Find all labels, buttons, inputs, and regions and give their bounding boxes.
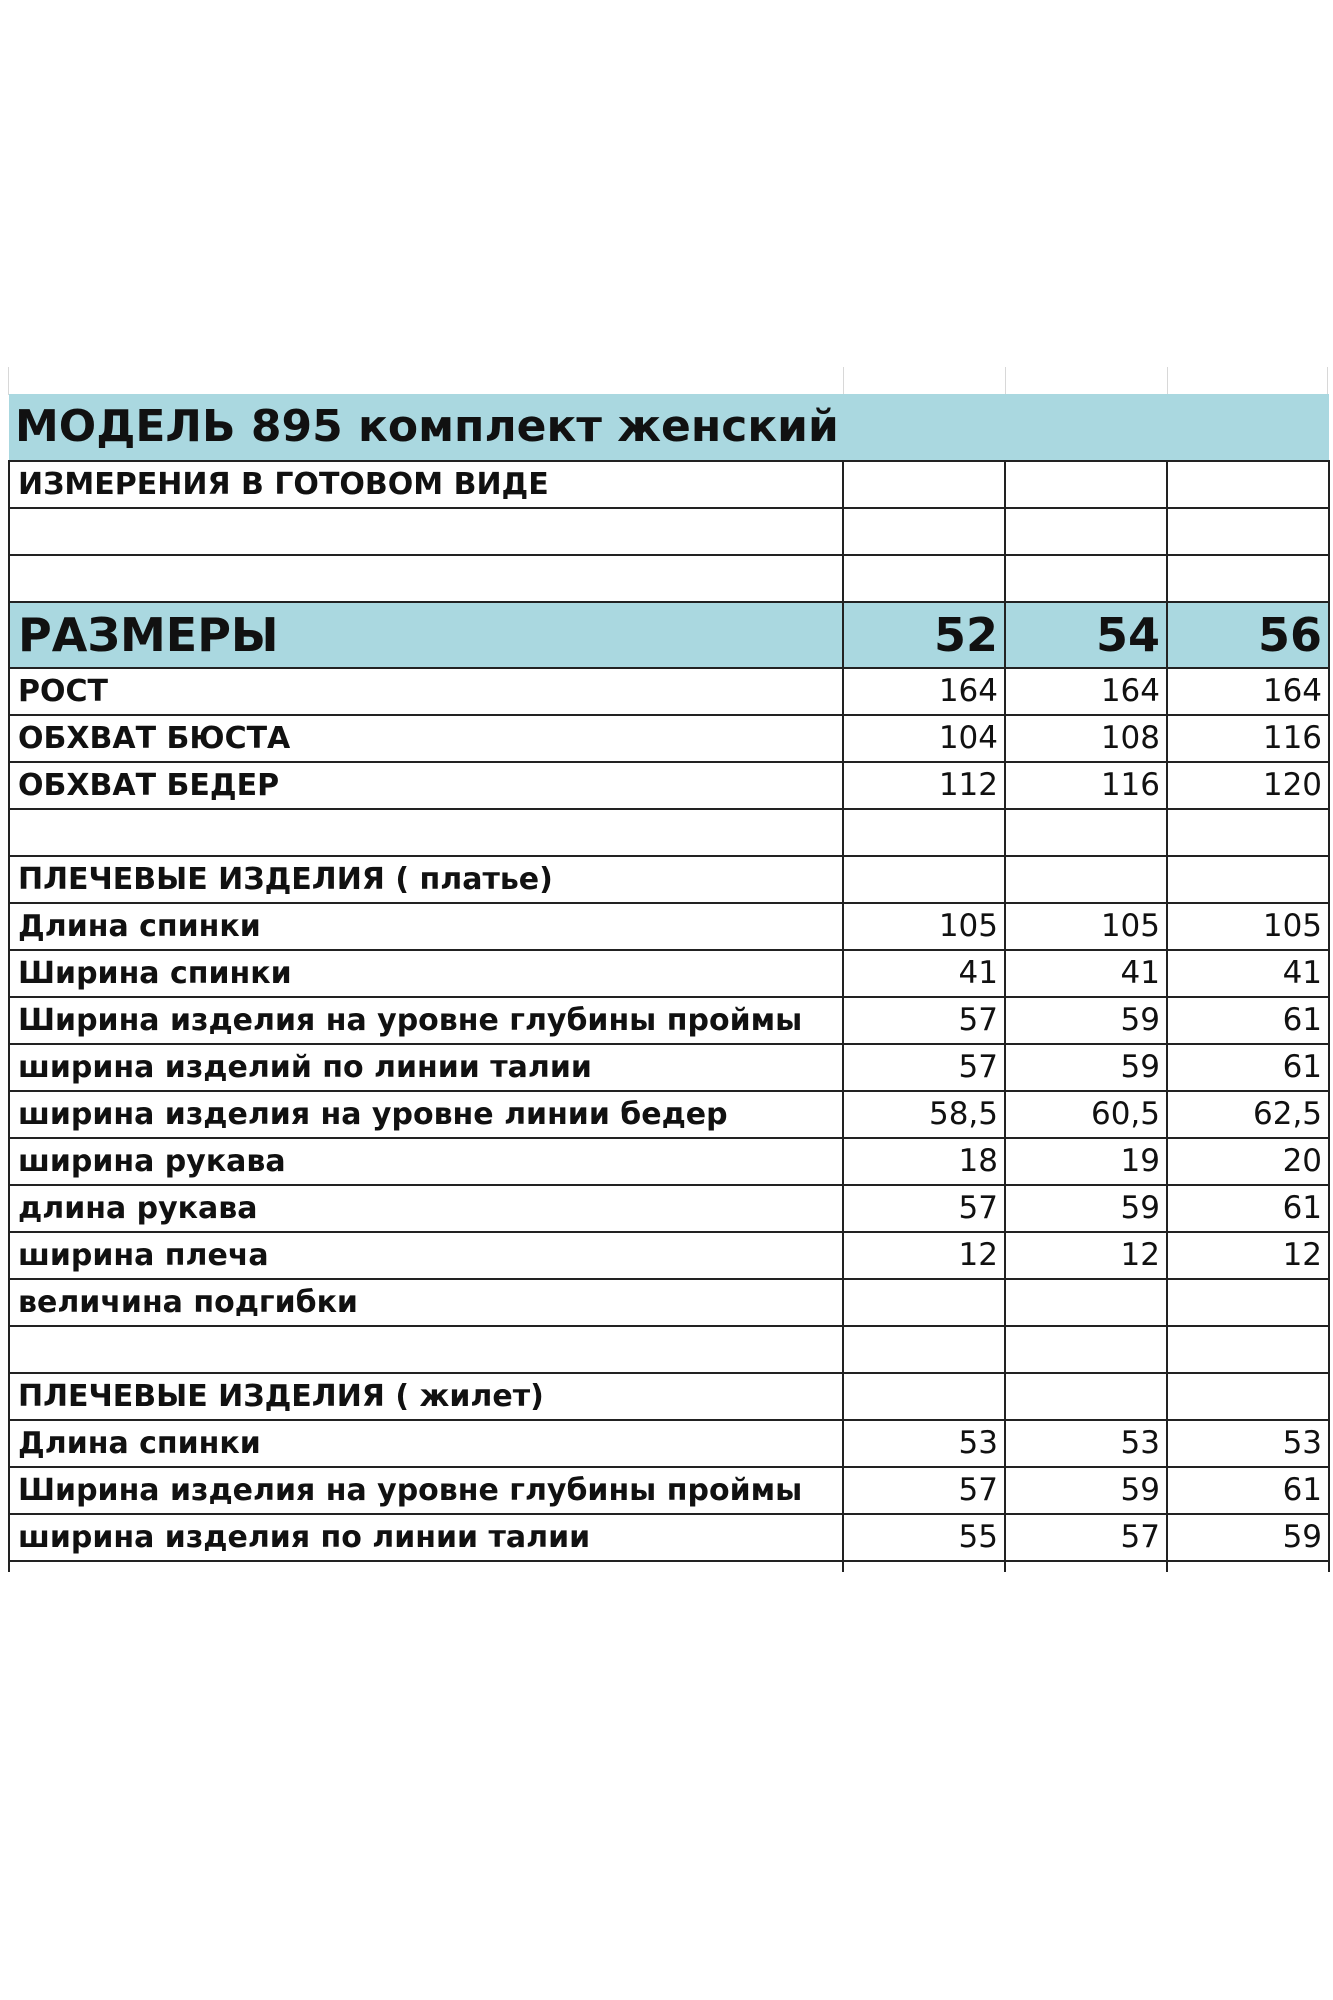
row-value: 41 (843, 950, 1005, 997)
empty-cell (1005, 1326, 1167, 1373)
row-value: 116 (1005, 762, 1167, 809)
row-value (1167, 1279, 1329, 1326)
page-title: МОДЕЛЬ 895 комплект женский (9, 394, 1329, 461)
size-chart-sheet (0, 367, 1333, 1632)
empty-cell (9, 1326, 843, 1373)
title-row (9, 394, 1329, 461)
empty-cell (1167, 856, 1329, 903)
row-label: длина рукава (9, 1185, 843, 1232)
empty-cell (1167, 809, 1329, 856)
row-label: ширина изделий по линии талии (9, 1044, 843, 1091)
empty-row (9, 809, 1329, 856)
row-value: 41 (1005, 950, 1167, 997)
row-value (843, 1279, 1005, 1326)
table-row (9, 1044, 1329, 1091)
row-value: 57 (843, 1467, 1005, 1514)
empty-cell (1005, 555, 1167, 602)
row-value: 108 (1005, 715, 1167, 762)
row-value: 62,5 (1167, 1091, 1329, 1138)
row-label: ОБХВАТ БЕДЕР (9, 762, 843, 809)
table-row (9, 1185, 1329, 1232)
row-value: 18 (843, 1138, 1005, 1185)
row-value: 57 (843, 1044, 1005, 1091)
row-value: 105 (1005, 903, 1167, 950)
row-value: 57 (843, 1185, 1005, 1232)
row-label: Длина спинки (9, 903, 843, 950)
row-value: 12 (1167, 1232, 1329, 1279)
empty-cell (1005, 508, 1167, 555)
row-value (1005, 1279, 1167, 1326)
row-value: 57 (843, 997, 1005, 1044)
table-row (9, 1138, 1329, 1185)
row-label: величина подгибки (9, 1279, 843, 1326)
row-label: Ширина спинки (9, 950, 843, 997)
size-header: 52 (843, 602, 1005, 668)
row-value: 120 (1167, 762, 1329, 809)
empty-cell (1167, 555, 1329, 602)
empty-cell (843, 856, 1005, 903)
row-label: Длина спинки (9, 1420, 843, 1467)
row-label: ширина изделия по линии талии (9, 1514, 843, 1561)
empty-cell (1005, 856, 1167, 903)
row-value: 59 (1005, 997, 1167, 1044)
table-row (9, 950, 1329, 997)
empty-cell (9, 555, 843, 602)
empty-cell (9, 809, 843, 856)
empty-row (9, 555, 1329, 602)
row-value: 105 (843, 903, 1005, 950)
table-row (9, 715, 1329, 762)
row-value: 164 (1005, 668, 1167, 715)
row-value: 61 (1167, 997, 1329, 1044)
row-label: Ширина изделия на уровне глубины проймы (9, 997, 843, 1044)
section-title-row (9, 1373, 1329, 1420)
row-value: 20 (1167, 1138, 1329, 1185)
empty-cell (1167, 1326, 1329, 1373)
grid-line (1327, 367, 1328, 395)
empty-cell (843, 461, 1005, 508)
row-value: 53 (843, 1420, 1005, 1467)
row-value: 112 (843, 762, 1005, 809)
row-value: 61 (1167, 1044, 1329, 1091)
empty-cell (1005, 809, 1167, 856)
empty-cell (1167, 1373, 1329, 1420)
grid-line (1167, 367, 1168, 395)
empty-cell (9, 1561, 843, 1572)
empty-cell (1005, 1373, 1167, 1420)
table-row (9, 1514, 1329, 1561)
grid-line (843, 367, 844, 395)
sizes-header-row (9, 602, 1329, 668)
sizes-label: РАЗМЕРЫ (9, 602, 843, 668)
row-value: 41 (1167, 950, 1329, 997)
empty-cell (843, 1326, 1005, 1373)
table-row (9, 903, 1329, 950)
empty-cell (1005, 461, 1167, 508)
row-value: 53 (1167, 1420, 1329, 1467)
grid-line (1005, 367, 1006, 395)
subtitle-row (9, 461, 1329, 508)
empty-cell (9, 508, 843, 555)
empty-cell (1005, 1561, 1167, 1572)
row-value: 104 (843, 715, 1005, 762)
row-value: 61 (1167, 1467, 1329, 1514)
empty-row (9, 1326, 1329, 1373)
row-value: 61 (1167, 1185, 1329, 1232)
size-header: 54 (1005, 602, 1167, 668)
empty-row (9, 508, 1329, 555)
size-table (8, 394, 1330, 1572)
row-value: 58,5 (843, 1091, 1005, 1138)
row-value: 53 (1005, 1420, 1167, 1467)
row-value: 55 (843, 1514, 1005, 1561)
table-row (9, 762, 1329, 809)
row-label: РОСТ (9, 668, 843, 715)
table-row (9, 1279, 1329, 1326)
row-label: Ширина изделия на уровне глубины проймы (9, 1467, 843, 1514)
row-value: 57 (1005, 1514, 1167, 1561)
row-value: 164 (843, 668, 1005, 715)
table-row (9, 1232, 1329, 1279)
table-row (9, 668, 1329, 715)
row-label: ширина изделия на уровне линии бедер (9, 1091, 843, 1138)
section-title-vest: ПЛЕЧЕВЫЕ ИЗДЕЛИЯ ( жилет) (9, 1373, 843, 1420)
empty-cell (1167, 1561, 1329, 1572)
table-row (9, 1091, 1329, 1138)
row-value: 59 (1005, 1044, 1167, 1091)
row-value: 12 (1005, 1232, 1167, 1279)
row-value: 59 (1167, 1514, 1329, 1561)
empty-cell (843, 508, 1005, 555)
row-label: ширина плеча (9, 1232, 843, 1279)
row-value: 12 (843, 1232, 1005, 1279)
section-title-dress: ПЛЕЧЕВЫЕ ИЗДЕЛИЯ ( платье) (9, 856, 843, 903)
row-label: ОБХВАТ БЮСТА (9, 715, 843, 762)
empty-cell (1167, 461, 1329, 508)
row-value: 105 (1167, 903, 1329, 950)
row-value: 19 (1005, 1138, 1167, 1185)
empty-cell (843, 809, 1005, 856)
subtitle: ИЗМЕРЕНИЯ В ГОТОВОМ ВИДЕ (9, 461, 843, 508)
size-header: 56 (1167, 602, 1329, 668)
empty-cell (843, 555, 1005, 602)
row-value: 164 (1167, 668, 1329, 715)
row-label: ширина рукава (9, 1138, 843, 1185)
row-value: 59 (1005, 1467, 1167, 1514)
cut-off-row (9, 1561, 1329, 1572)
row-value: 59 (1005, 1185, 1167, 1232)
table-row (9, 1467, 1329, 1514)
grid-line (8, 367, 9, 395)
row-value: 116 (1167, 715, 1329, 762)
table-row (9, 1420, 1329, 1467)
empty-cell (843, 1373, 1005, 1420)
section-title-row (9, 856, 1329, 903)
empty-cell (843, 1561, 1005, 1572)
empty-cell (1167, 508, 1329, 555)
table-row (9, 997, 1329, 1044)
row-value: 60,5 (1005, 1091, 1167, 1138)
